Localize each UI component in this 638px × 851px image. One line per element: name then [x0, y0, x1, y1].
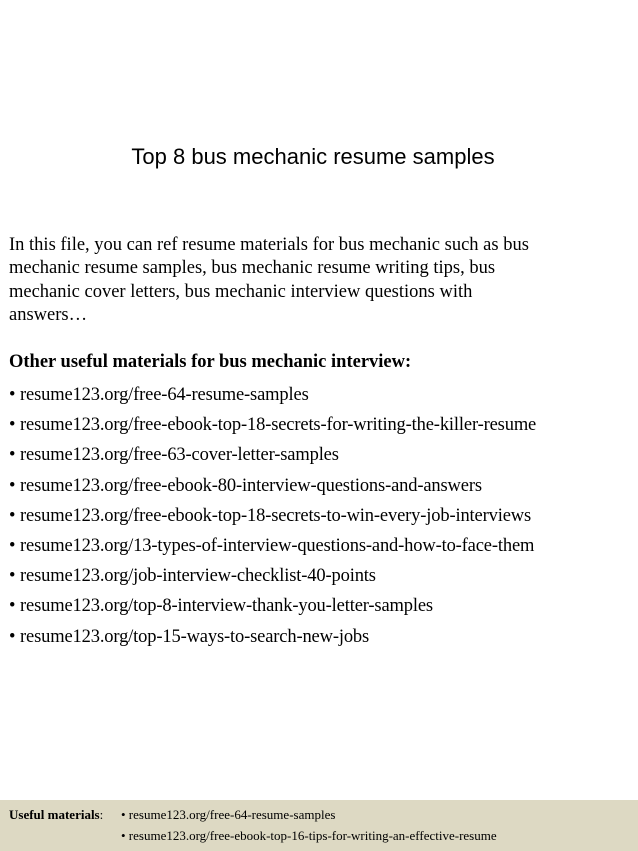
material-link[interactable]: resume123.org/free-64-resume-samples: [20, 385, 309, 405]
footer-bar: [0, 800, 638, 851]
list-item: [9, 591, 634, 621]
material-link[interactable]: resume123.org/top-15-ways-to-search-new-jobs: [20, 626, 370, 647]
material-link[interactable]: resume123.org/free-ebook-80-interview-questions-and-answers: [20, 475, 482, 496]
intro-line: In this file, you can ref resume materials for bus mechanic such as bus: [9, 235, 529, 255]
materials-heading: Other useful materials for bus mechanic interview:: [9, 352, 412, 372]
materials-link-list: [9, 380, 634, 652]
footer-colon: :: [99, 807, 104, 822]
material-link[interactable]: resume123.org/free-63-cover-letter-samples: [20, 445, 339, 466]
material-link[interactable]: resume123.org/free-ebook-top-18-secrets-for-writing-the-killer-resume: [20, 415, 537, 436]
material-link[interactable]: resume123.org/13-types-of-interview-questions-and-how-to-face-them: [20, 536, 535, 557]
footer-label-text: Useful materials: [9, 807, 100, 822]
material-link[interactable]: resume123.org/job-interview-checklist-40-points: [20, 566, 376, 587]
bullet-icon: •: [9, 566, 16, 587]
intro-line: mechanic resume samples, bus mechanic resume writing tips, bus: [9, 258, 496, 279]
footer-label: [9, 804, 103, 825]
list-item: [9, 501, 634, 531]
bullet-icon: •: [9, 445, 16, 466]
list-item: [9, 561, 634, 591]
bullet-icon: •: [9, 596, 16, 617]
bullet-icon: •: [9, 536, 16, 557]
footer-link[interactable]: • resume123.org/free-64-resume-samples: [121, 807, 336, 822]
material-link[interactable]: resume123.org/top-8-interview-thank-you-letter-samples: [20, 596, 433, 617]
bullet-icon: •: [9, 505, 16, 526]
list-item: [9, 622, 634, 652]
bullet-icon: •: [9, 626, 16, 647]
footer-link[interactable]: • resume123.org/free-ebook-top-16-tips-for-writing-an-effective-resume: [121, 828, 497, 843]
bullet-icon: •: [9, 415, 16, 436]
list-item: [9, 380, 634, 410]
bullet-icon: •: [9, 385, 16, 405]
intro-line: mechanic cover letters, bus mechanic interview questions with: [9, 281, 473, 302]
list-item: [9, 531, 634, 561]
bullet-icon: •: [9, 475, 16, 496]
intro-paragraph: [9, 234, 629, 327]
list-item: [9, 440, 634, 470]
page-title: Top 8 bus mechanic resume samples: [131, 144, 495, 169]
intro-line: answers…: [9, 304, 88, 325]
list-item: [9, 471, 634, 501]
material-link[interactable]: resume123.org/free-ebook-top-18-secrets-to-win-every-job-interviews: [20, 505, 532, 526]
list-item: [9, 410, 634, 440]
